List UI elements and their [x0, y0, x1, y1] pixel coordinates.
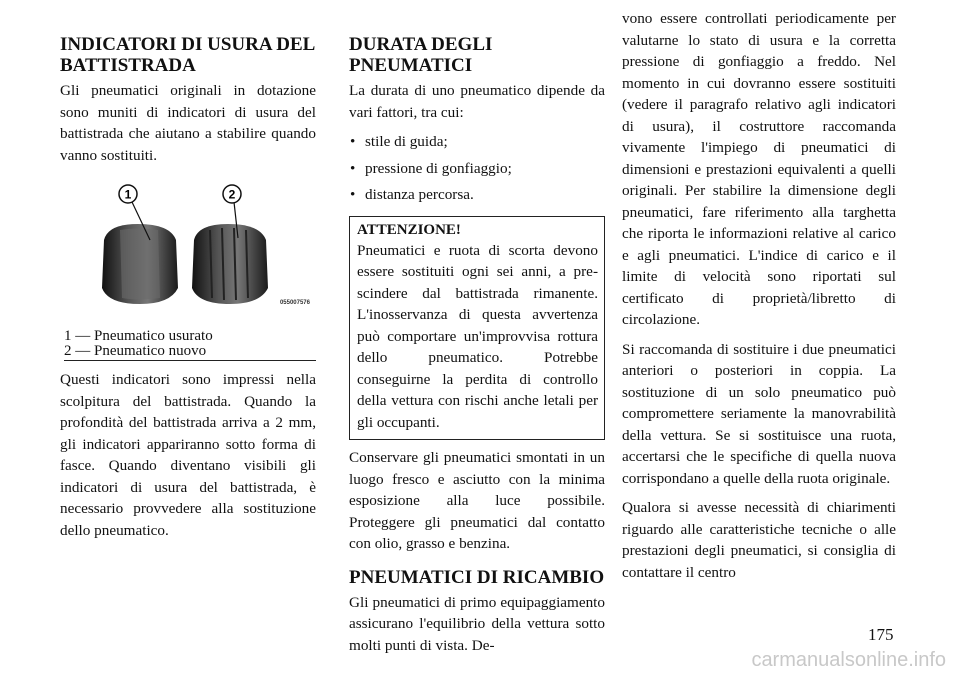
- column-right: [622, 8, 896, 591]
- tire-life-intro: La durata di uno pneumatico dipende da vari fattori, tra cui:: [349, 82, 605, 121]
- column-left: [60, 34, 316, 549]
- heading-tire-life: DURATA DEGLI PNEUMATICI: [349, 34, 493, 76]
- warning-title: ATTENZIONE!: [357, 221, 461, 238]
- legend-item-2: 2 — Pneumatico nuovo: [64, 343, 207, 359]
- tread-wear-body: Questi indicatori sono impressi nella scolpitura del battistrada. Quando la profondità del battistrada arriva a 2 mm, gli indicatori appariranno sotto forma di fasce. Quando diventano visibili gli indicatori di usura del battistrada, è necessario provvedere alla sostituzione dello pneumatico.: [60, 371, 316, 539]
- storage-paragraph: Conservare gli pneumatici smontati in un luogo fresco e asciutto con la minima esposizione alla luce possibile. Proteggere gli pneumatici dal contatto con olio, grasso e benzina.: [349, 449, 605, 552]
- replacement-paragraph: Gli pneumatici di primo equipaggiamento assicurano l'equilibrio della vettura sotto molti punti di vista. De-: [349, 593, 605, 654]
- callout-1-label: 1: [124, 187, 132, 202]
- list-item: • pressione di gonfiaggio;: [349, 158, 605, 180]
- replacement-continued: vono essere controllati periodicamente per valutarne lo stato di usura e la corretta pressione di gonfiaggio a freddo. Nel momento in cui dovranno essere sostituiti (vedere il paragrafo relativo agli indicatori di usura), il costruttore raccomanda vivamente l'impiego di pneumatici di dimensioni e prestazioni equivalenti a quelli originali. Per stabilire la dimensione degli pneumatici, fare riferimento alla targhetta che riporta le informazioni relative al carico e agli pneumatici. L'indice di carico e il limite di velocità sono riportati sul certificato di proprietà/libretto di circolazione.: [622, 10, 896, 328]
- column-middle: [349, 34, 605, 664]
- new-tire: [192, 224, 268, 304]
- tire-illustration: [98, 180, 278, 320]
- warning-text: Pneumatici e ruota di scorta devono essere sostituiti ogni sei anni, a prescindere dal battistrada rimanente. L'inosservanza di questa avvertenza può comportare un'improvvisa rottura dello pneumatico. Potrebbe conseguirne la perdita di controllo della vettura con rischi anche letali per gli occupanti.: [357, 241, 598, 431]
- heading-tread-wear: INDICATORI DI USURA DEL BATTISTRADA: [60, 34, 315, 76]
- pair-replacement-paragraph: Si raccomanda di sostituire i due pneumatici anteriori o posteriori in coppia. La sostituzione di un solo pneumatico può compromettere seriamente la manovrabilità della vettura. Se si sostituisce una ruota, accertarsi che le specifiche di quella nuova corrispondano a quelle della ruota originale.: [622, 340, 896, 487]
- warning-box: [349, 216, 605, 441]
- heading-replacement-tires: PNEUMATICI DI RICAMBIO: [349, 566, 605, 588]
- tire-life-factors: [349, 131, 605, 206]
- figure-code: 055007576: [279, 300, 310, 306]
- figure-legend: [64, 329, 316, 361]
- tread-wear-intro: Gli pneumatici originali in dotazione sono muniti di indicatori di usura del battistrada che aiutano a stabilire quando vanno sostituiti.: [60, 82, 316, 164]
- worn-tire: [102, 224, 178, 304]
- watermark: carmanualsonline.info: [751, 649, 946, 671]
- page-number: 175: [868, 625, 894, 644]
- tire-figure: [60, 180, 316, 325]
- list-item: • distanza percorsa.: [349, 184, 605, 206]
- legend-item-1: 1 — Pneumatico usurato: [64, 328, 213, 344]
- list-item: • stile di guida;: [349, 131, 605, 153]
- contact-paragraph: Qualora si avesse necessità di chiarimenti riguardo alle caratteristiche tecniche o alle prestazioni degli pneumatici, si consiglia di contattare il centro: [622, 499, 896, 581]
- callout-2-label: 2: [228, 187, 236, 202]
